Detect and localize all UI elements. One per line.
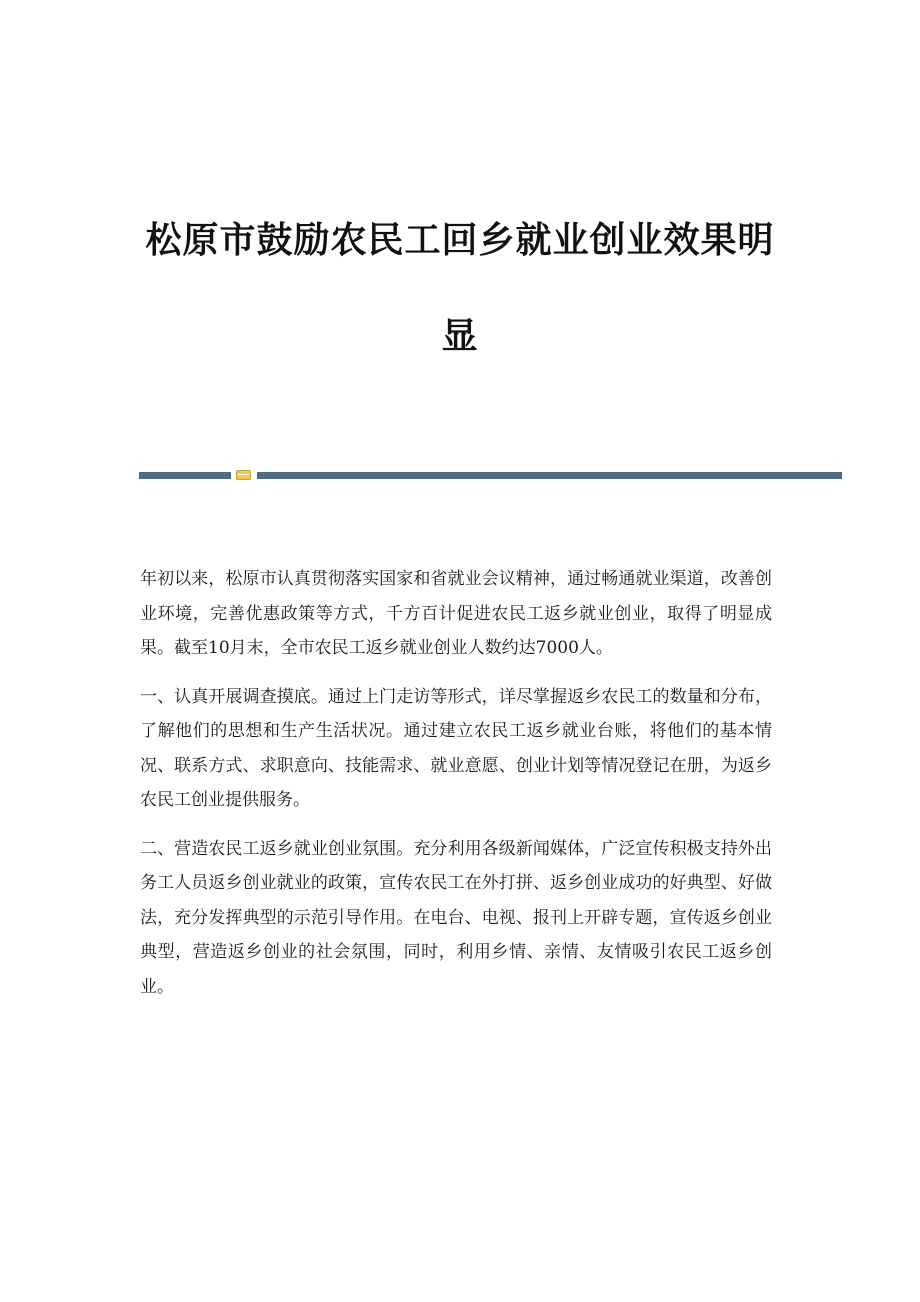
divider-bar-left bbox=[139, 472, 231, 479]
paragraph-section-1: 一、认真开展调查摸底。通过上门走访等形式，详尽掌握返乡农民工的数量和分布，了解他们的思想和生产生活状况。通过建立农民工返乡就业台账，将他们的基本情况、联系方式、求职意向、技能需求、就业意愿、创业计划等情况登记在册，为返乡农民工创业提供服务。 bbox=[140, 686, 772, 810]
page-title-line-1: 松原市鼓励农民工回乡就业创业效果明 bbox=[145, 219, 775, 261]
paragraph-intro: 年初以来，松原市认真贯彻落实国家和省就业会议精神，通过畅通就业渠道，改善创业环境，完善优惠政策等方式，千方百计促进农民工返乡就业创业，取得了明显成果。截至10月末，全市农民工返乡就业创业人数约达7000人。 bbox=[140, 569, 772, 658]
divider-ornament-icon bbox=[236, 470, 251, 480]
page-title-line-2: 显 bbox=[441, 315, 479, 357]
title-divider bbox=[139, 470, 842, 480]
divider-bar-right bbox=[257, 472, 842, 479]
paragraph-section-2: 二、营造农民工返乡就业创业氛围。充分利用各级新闻媒体，广泛宣传积极支持外出务工人员返乡创业就业的政策，宣传农民工在外打拼、返乡创业成功的好典型、好做法，充分发挥典型的示范引导作用。在电台、电视、报刊上开辟专题，宣传返乡创业典型，营造返乡创业的社会氛围，同时，利用乡情、亲情、友情吸引农民工返乡创业。 bbox=[140, 838, 772, 997]
article-body bbox=[140, 562, 772, 1018]
